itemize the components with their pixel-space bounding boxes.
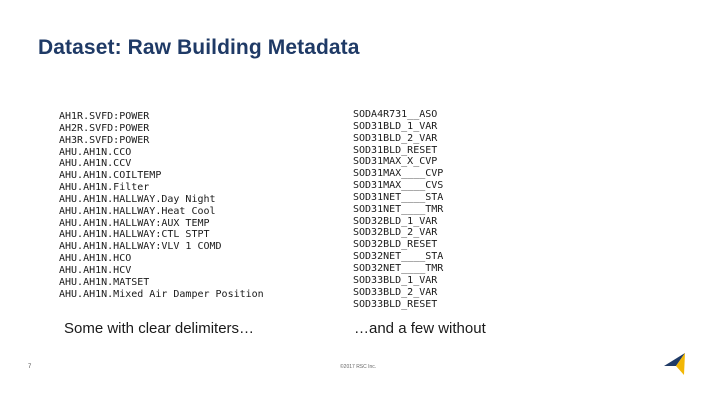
point-name-item: SOD32NET____TMR: [353, 262, 444, 274]
right-caption: …and a few without: [354, 320, 486, 337]
slide-title: Dataset: Raw Building Metadata: [38, 36, 360, 59]
point-name-item: SOD33BLD_2_VAR: [353, 286, 438, 298]
point-name-item: SOD31NET____STA: [353, 191, 444, 203]
point-name-item: SOD32BLD_RESET: [353, 239, 438, 251]
point-name-item: AH1R.SVFD:POWER: [59, 111, 150, 122]
point-name-item: AHU.AH1N.HCO: [59, 253, 132, 265]
point-name-item: AHU.AH1N.HALLWAY:VLV 1 COMD: [59, 241, 222, 253]
point-name-item: AH2R.SVFD:POWER: [59, 122, 150, 134]
point-name-item: SODA4R731__ASO: [353, 109, 438, 120]
point-name-item: SOD32BLD_1_VAR: [353, 215, 438, 227]
point-name-item: SOD33BLD_RESET: [353, 298, 438, 310]
point-name-item: AHU.AH1N.MATSET: [59, 276, 150, 288]
right-point-list: [353, 109, 443, 310]
point-name-item: AHU.AH1N.HALLWAY:AUX TEMP: [59, 217, 210, 229]
point-name-item: AHU.AH1N.HALLWAY.Heat Cool: [59, 205, 216, 217]
point-name-item: SOD31MAX____CVS: [353, 180, 444, 192]
point-name-item: AHU.AH1N.HALLWAY.Day Night: [59, 193, 216, 205]
point-name-item: AHU.AH1N.Mixed Air Damper Position: [59, 288, 264, 300]
point-name-item: SOD31BLD_2_VAR: [353, 132, 438, 144]
point-name-item: AHU.AH1N.CCV: [59, 158, 132, 170]
left-point-list: [59, 111, 264, 301]
point-name-item: SOD31MAX____CVP: [353, 168, 444, 180]
point-name-item: AHU.AH1N.HCV: [59, 264, 132, 276]
point-name-item: SOD31BLD_RESET: [353, 144, 438, 156]
point-name-item: SOD31NET____TMR: [353, 203, 444, 215]
point-name-item: AH3R.SVFD:POWER: [59, 134, 150, 146]
point-name-item: SOD32NET____STA: [353, 251, 444, 263]
point-name-item: AHU.AH1N.HALLWAY:CTL STPT: [59, 229, 210, 241]
point-name-item: SOD31MAX_X_CVP: [353, 156, 438, 168]
page-number: 7: [28, 364, 32, 370]
company-logo-icon: [664, 353, 686, 375]
point-name-item: SOD31BLD_1_VAR: [353, 120, 438, 132]
point-name-item: SOD32BLD_2_VAR: [353, 227, 438, 239]
point-name-item: AHU.AH1N.CCO: [59, 146, 132, 158]
footer-copyright: ©2017 RSC Inc.: [340, 364, 377, 370]
point-name-item: AHU.AH1N.Filter: [59, 182, 150, 194]
left-caption: Some with clear delimiters…: [64, 320, 255, 337]
point-name-item: AHU.AH1N.COILTEMP: [59, 170, 162, 182]
point-name-item: SOD33BLD_1_VAR: [353, 274, 438, 286]
